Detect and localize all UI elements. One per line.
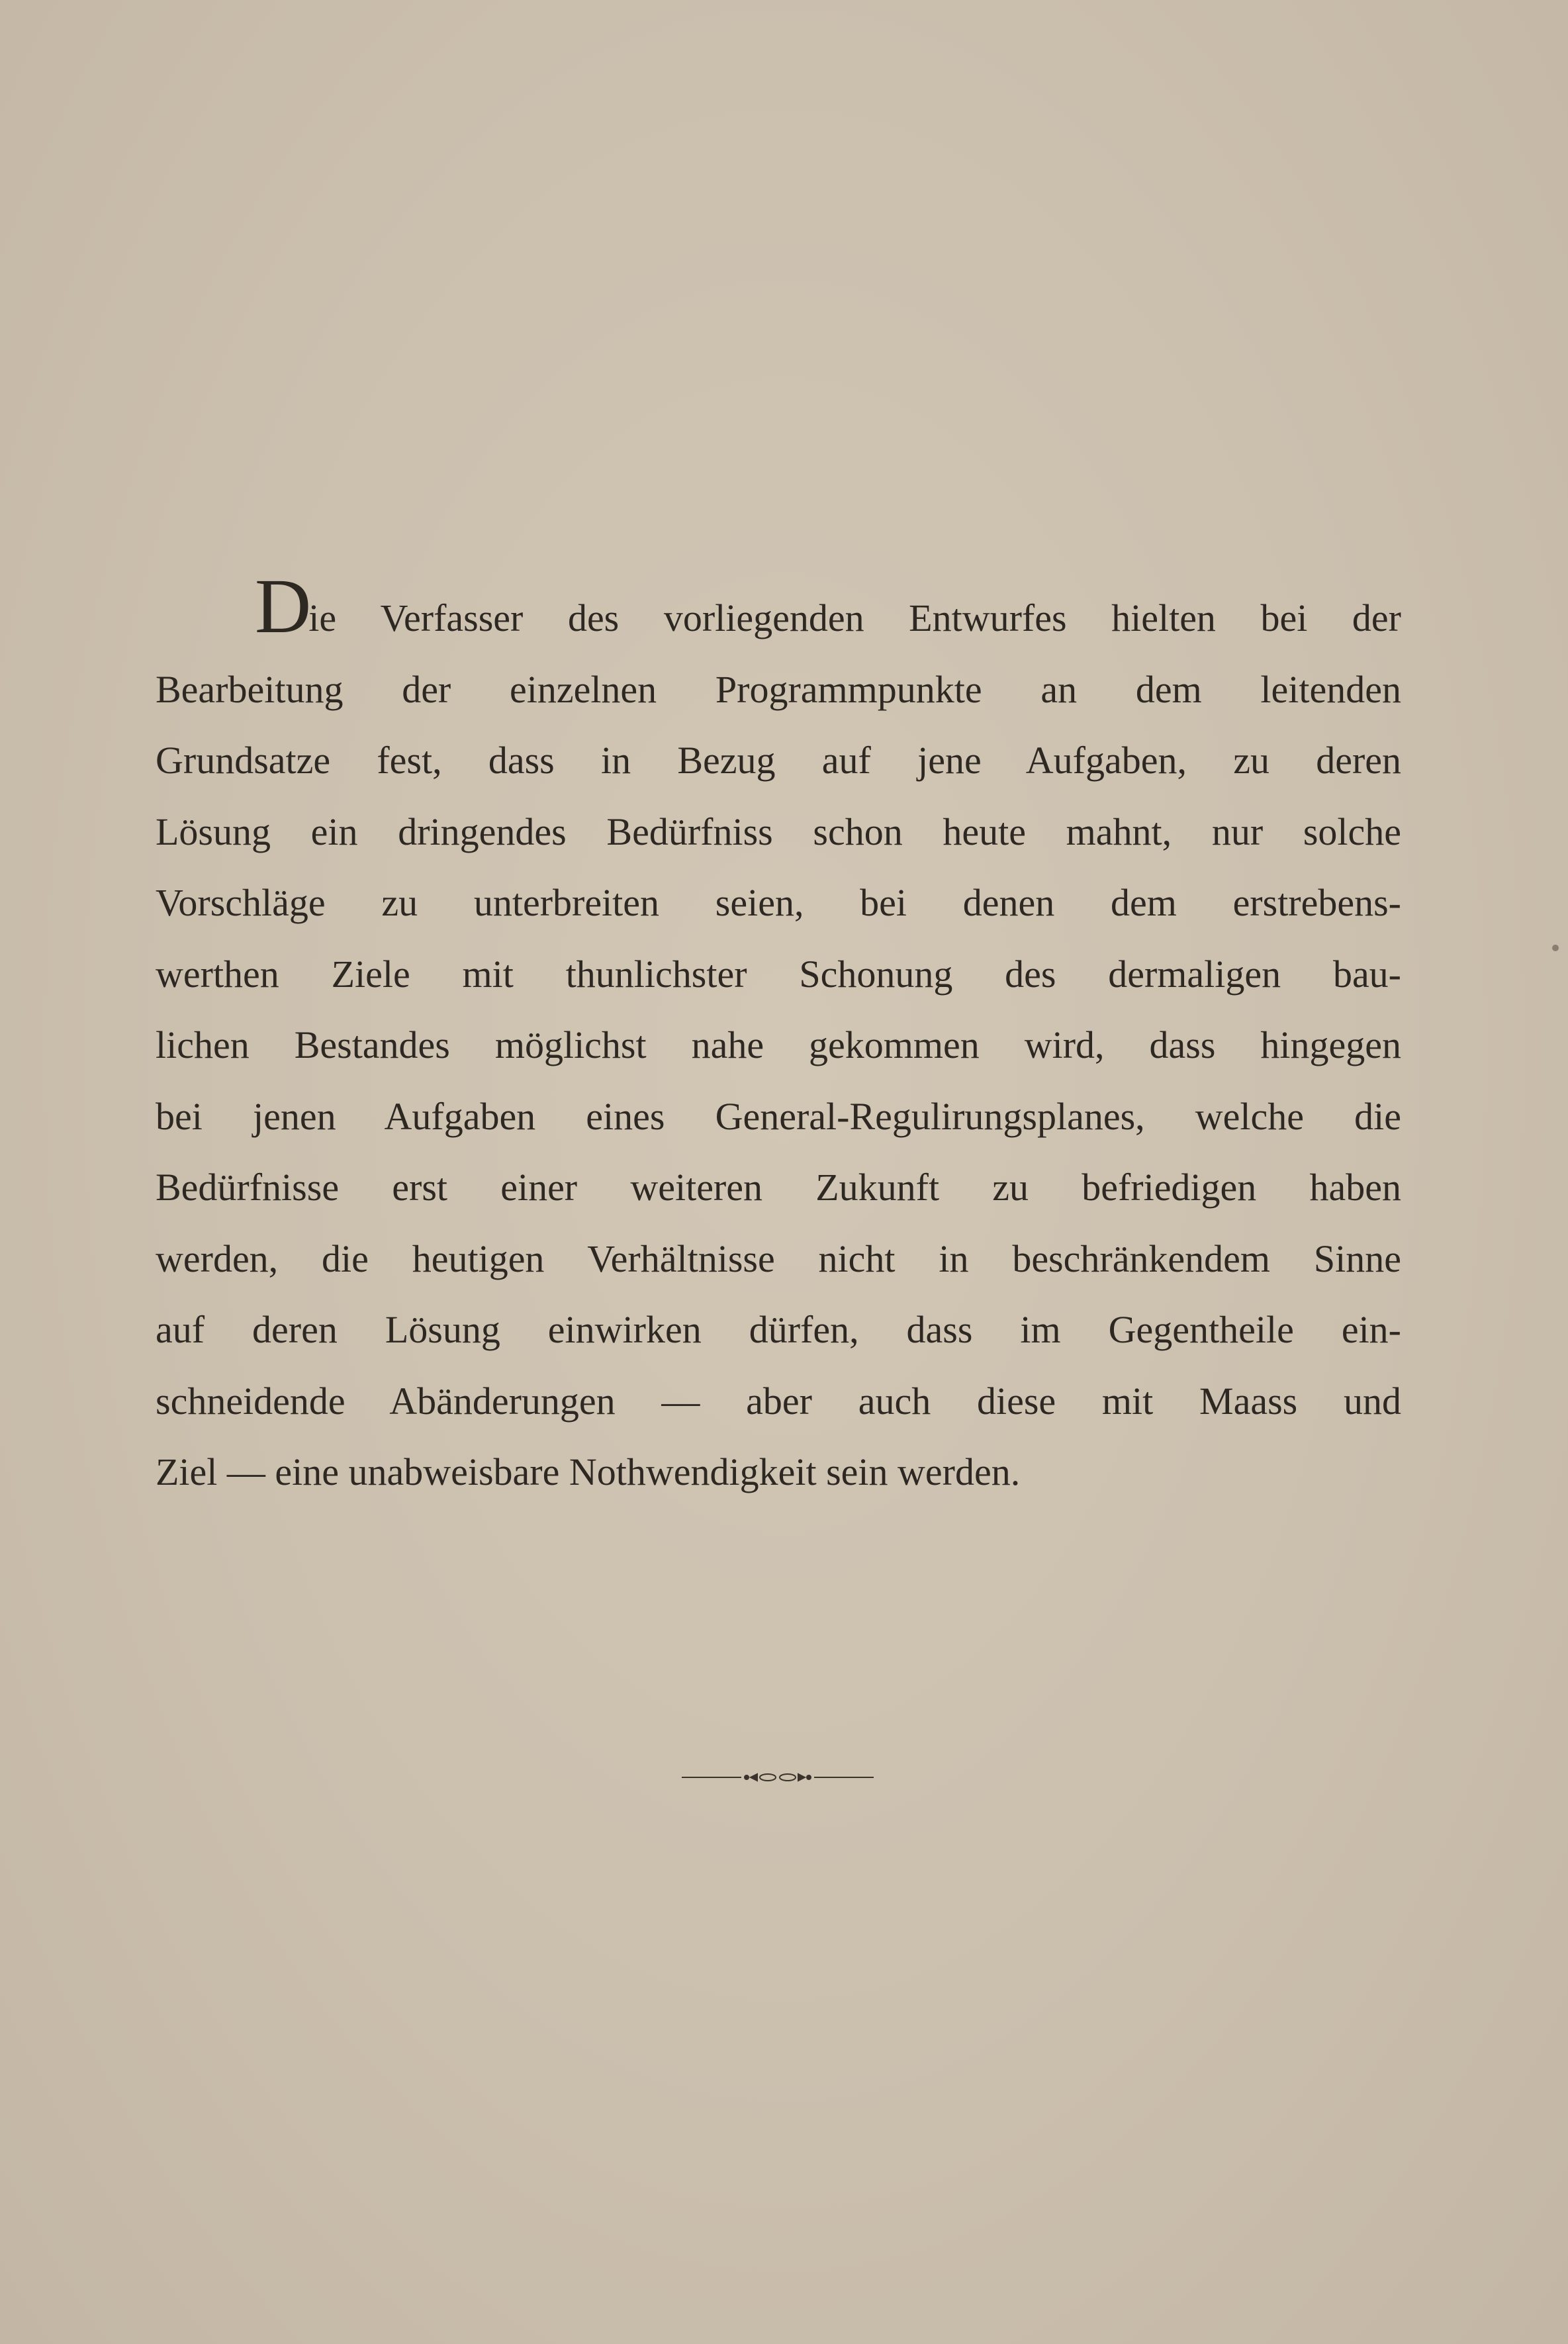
text-line-7: lichen Bestandes möglichst nahe gekommen wird, dass hingegen (156, 1023, 1401, 1066)
text-line-3: Grundsatze fest, dass in Bezug auf jene Aufgaben, zu deren (156, 739, 1401, 782)
text-line-1 (156, 563, 1401, 654)
paper-speck (1552, 945, 1559, 951)
text-line-8: bei jenen Aufgaben eines General-Regulirungsplanes, welche die (156, 1094, 1401, 1138)
drop-cap: D (255, 563, 309, 649)
text-line-10: werden, die heutigen Verhältnisse nicht in beschränkendem Sinne (156, 1237, 1401, 1280)
text-line-1-rest: ie Verfasser des vorliegenden Entwurfes hielten bei der (308, 596, 1401, 639)
text-line-13: Ziel — eine unabweisbare Nothwendigkeit sein werden. (156, 1450, 1021, 1493)
text-line-2: Bearbeitung der einzelnen Programmpunkte an dem leitenden (156, 667, 1401, 711)
text-line-4: Lösung ein dringendes Bedürfniss schon heute mahnt, nur solche (156, 810, 1401, 853)
text-line-6: werthen Ziele mit thunlichster Schonung des dermaligen bau- (156, 952, 1401, 996)
decorative-rule-ornament (682, 1769, 874, 1786)
text-line-12: schneidende Abänderungen — aber auch diese mit Maass und (156, 1379, 1401, 1423)
text-line-11: auf deren Lösung einwirken dürfen, dass im Gegentheile ein- (156, 1308, 1401, 1351)
text-line-5: Vorschläge zu unterbreiten seien, bei denen dem erstrebens- (156, 881, 1401, 924)
body-paragraph (156, 563, 1401, 1508)
text-line-9: Bedürfnisse erst einer weiteren Zukunft zu befriedigen haben (156, 1166, 1401, 1209)
